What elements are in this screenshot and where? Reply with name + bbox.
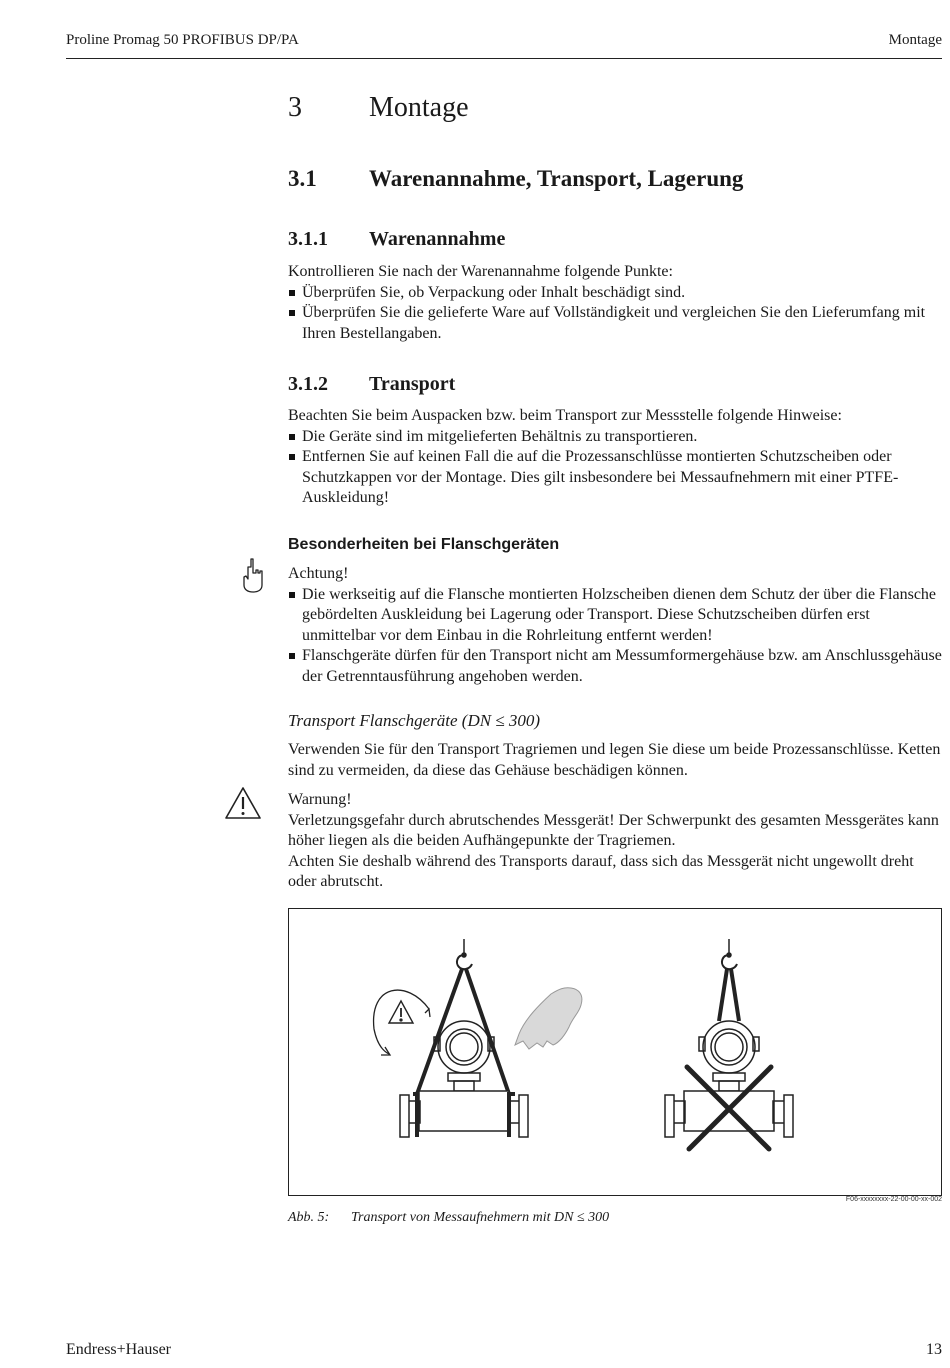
incorrect-lifting-drawing	[665, 939, 793, 1149]
caution-label: Achtung!	[288, 565, 349, 582]
list-item: Die werkseitig auf die Flansche montierten Holzscheiben dienen dem Schutz der über die Flansche gebördelten Auskleidung bei Lagerung oder Transport. Diese Schutzscheiben dürfen erst unmittelbar vor dem Einbau in die Rohrleitung entfernt werden!	[288, 585, 943, 647]
footer-company: Endress+Hauser	[66, 1341, 171, 1358]
chapter-heading	[288, 92, 469, 124]
subsection-body-1	[288, 262, 943, 344]
subsection-title: Transport	[369, 373, 456, 395]
chapter-title: Montage	[369, 92, 469, 123]
subsection-number: 3.1.2	[288, 373, 328, 395]
subsection-heading-2	[288, 373, 455, 396]
warning-text: Verletzungsgefahr durch abrutschendes Messgerät! Der Schwerpunkt des gesamten Messgerätes kann höher liegen als die beiden Aufhängepunkte der Tragriemen.	[288, 811, 939, 849]
subsection-heading-1	[288, 228, 505, 251]
warning-triangle-icon	[224, 786, 262, 820]
warning-text: Achten Sie deshalb während des Transports darauf, dass sich das Messgerät nicht ungewollt dreht oder abrutscht.	[288, 852, 914, 890]
figure-caption	[288, 1210, 609, 1226]
figure-code: F06-xxxxxxxx-22-00-00-xx-002	[845, 1196, 942, 1203]
list-item: Entfernen Sie auf keinen Fall die auf die Prozessanschlüsse montierten Schutzscheiben oder Schutzkappen vor der Montage. Dies gilt insbesondere bei Messaufnehmern mit einer PTFE-Auskleidung!	[288, 447, 943, 509]
list-item: Überprüfen Sie die gelieferte Ware auf Vollständigkeit und vergleichen Sie den Lieferumfang mit Ihren Bestellangaben.	[288, 303, 943, 344]
section-title: Warenannahme, Transport, Lagerung	[369, 166, 744, 191]
bullet-list	[288, 427, 943, 509]
subsection-body-2	[288, 406, 943, 509]
caution-hand-icon	[240, 557, 266, 593]
header-title: Proline Promag 50 PROFIBUS DP/PA	[66, 32, 299, 48]
subsection-number: 3.1.1	[288, 228, 328, 250]
flange-heading: Besonderheiten bei Flanschgeräten	[288, 536, 560, 553]
list-item: Flanschgeräte dürfen für den Transport nicht am Messumformergehäuse bzw. am Anschlussgehäuse der Getrenntausführung angehoben werden.	[288, 646, 943, 687]
section-number: 3.1	[288, 166, 317, 191]
header-section: Montage	[888, 32, 942, 48]
flange-body	[288, 564, 943, 687]
figure-frame	[288, 908, 942, 1196]
subsection-title: Warenannahme	[369, 228, 506, 250]
chapter-number: 3	[288, 92, 302, 123]
transport-illustration	[289, 909, 941, 1195]
warning-label: Warnung!	[288, 791, 352, 808]
header-rule	[66, 58, 942, 59]
warning-block	[288, 790, 943, 893]
caption-label: Abb. 5:	[288, 1210, 330, 1225]
section-heading	[288, 166, 743, 192]
bullet-list	[288, 283, 943, 345]
list-item: Die Geräte sind im mitgelieferten Behältnis zu transportieren.	[288, 427, 943, 448]
bullet-list	[288, 585, 943, 688]
intro-text: Kontrollieren Sie nach der Warenannahme folgende Punkte:	[288, 263, 673, 280]
correct-lifting-drawing	[400, 939, 528, 1137]
transport-flange-heading: Transport Flanschgeräte (DN ≤ 300)	[288, 711, 541, 730]
transport-flange-para: Verwenden Sie für den Transport Tragriemen und legen Sie diese um beide Prozessanschlüsse. Ketten sind zu vermeiden, da diese das Gehäuse beschädigen können.	[288, 741, 941, 779]
page-number: 13	[926, 1341, 942, 1358]
rotation-warning	[374, 990, 430, 1055]
caption-text: Transport von Messaufnehmern mit DN ≤ 300	[351, 1210, 610, 1225]
list-item: Überprüfen Sie, ob Verpackung oder Inhalt beschädigt sind.	[288, 283, 943, 304]
intro-text: Beachten Sie beim Auspacken bzw. beim Transport zur Messstelle folgende Hinweise:	[288, 407, 842, 424]
hand-icon	[515, 988, 582, 1049]
